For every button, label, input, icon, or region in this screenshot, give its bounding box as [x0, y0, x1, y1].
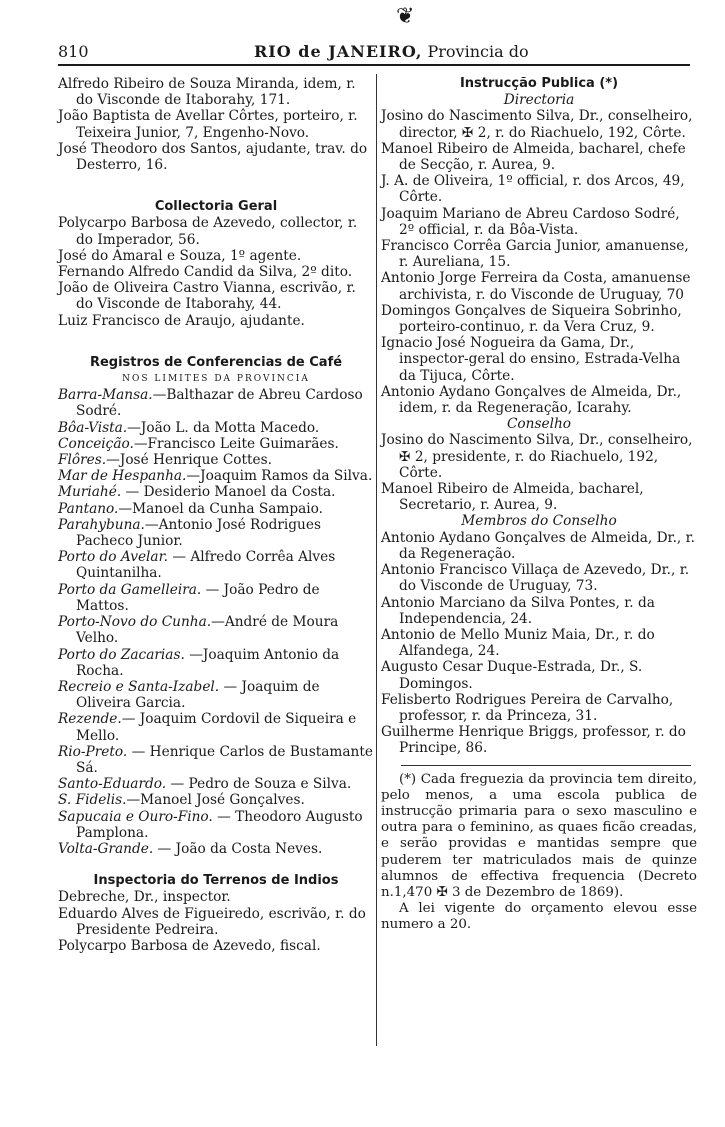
list-item: Antonio Jorge Ferreira da Costa, amanuense archivista, r. do Visconde de Uruguay, 70 [381, 270, 691, 303]
registro-person: —Balthazar de Abreu Cardoso Sodré. [76, 387, 363, 420]
registro-entry [58, 792, 374, 808]
list-item: Antonio Francisco Villaça de Azevedo, Dr., r. do Visconde de Uruguay, 73. [381, 562, 690, 595]
registro-entry [58, 501, 374, 517]
registro-place: Porto da Gamelleira. [58, 581, 202, 598]
list-item: Felisberto Rodrigues Pereira de Carvalho, professor, r. da Princeza, 31. [381, 691, 674, 724]
list-item: Josino do Nascimento Silva, Dr., conselheiro, ✠ 2, presidente, r. do Riachuelo, 192, Côrte. [381, 432, 693, 481]
running-title-rest: Provincia do [427, 42, 529, 61]
list-item: Manoel Ribeiro de Almeida, bacharel, chefe de Secção, r. Aurea, 9. [381, 140, 686, 174]
list-item: José do Amaral e Souza, 1º agente. [58, 247, 302, 264]
list-item: Antonio Aydano Gonçalves de Almeida, Dr., r. da Regeneração. [381, 529, 696, 562]
section-subtitle-registros: NOS LIMITES DA PROVINCIA [122, 374, 310, 385]
section-title-instruccao: Instrucção Publica (*) [459, 76, 619, 91]
registro-person: — João Pedro de Mattos. [76, 581, 320, 614]
registro-entry [58, 614, 374, 646]
registro-entry [58, 711, 374, 743]
registro-place: Flôres. [58, 452, 107, 469]
list-item: Polycarpo Barbosa de Azevedo, fiscal. [58, 937, 321, 954]
registro-person: —Joaquim Ramos da Silva. [186, 468, 373, 485]
header-rule [58, 64, 690, 66]
list-item: Antonio Marciano da Silva Pontes, r. da Independencia, 24. [381, 594, 655, 627]
registro-person: —João L. da Motta Macedo. [127, 419, 320, 436]
registro-place: Conceição. [58, 435, 134, 452]
column-divider [376, 74, 377, 1046]
registro-person: — Joaquim de Oliveira Garcia. [76, 678, 320, 712]
subsection-directoria: Directoria [503, 92, 575, 109]
list-item: João Baptista de Avellar Côrtes, porteiro, r. Teixeira Junior, 7, Engenho-Novo. [58, 108, 358, 141]
registro-person: — Pedro de Souza e Silva. [166, 776, 352, 793]
section-title-collectoria: Collectoria Geral [154, 199, 278, 215]
registro-entry [58, 452, 374, 468]
registro-person: — João da Costa Neves. [153, 840, 323, 857]
registro-person: — Theodoro Augusto Pamplona. [76, 808, 363, 841]
section-title-registros: Registros de Conferencias de Café [89, 354, 343, 370]
list-item: Joaquim Mariano de Abreu Cardoso Sodré, 2º official, r. da Bôa-Vista. [381, 205, 680, 238]
registro-place: Pantano. [58, 500, 119, 517]
registro-place: Sapucaia e Ouro-Fino. [58, 808, 213, 825]
list-item: Francisco Corrêa Garcia Junior, amanuense, r. Aureliana, 15. [381, 238, 689, 271]
registro-person: — Desiderio Manoel da Costa. [121, 484, 336, 501]
list-item: João de Oliveira Castro Vianna, escrivão, r. do Visconde de Itaborahy, 44. [58, 280, 356, 313]
registro-place: Rio-Preto. [58, 743, 128, 760]
registro-place: Porto do Avelar. [58, 549, 168, 566]
list-item: Ignacio José Nogueira da Gama, Dr., inspector-geral do ensino, Estrada-Velha da Tijuca, Côrte. [381, 335, 681, 384]
page-number: 810 [58, 42, 89, 61]
running-title [254, 42, 529, 61]
registro-person: —Manoel da Cunha Sampaio. [118, 500, 324, 517]
registro-person: — Joaquim Cordovil de Siqueira e Mello. [76, 711, 357, 744]
registro-place: Volta-Grande. [58, 840, 154, 857]
registro-entry [58, 776, 374, 792]
registro-person: —Manoel José Gonçalves. [126, 792, 305, 809]
page-header [58, 42, 698, 64]
registro-place: Barra-Mansa. [58, 387, 153, 404]
registro-place: Porto do Zacarias. [58, 646, 185, 663]
registro-place: S. Fidelis. [58, 792, 127, 809]
footnote-text: A lei vigente do orçamento elevou esse numero a 20. [381, 901, 697, 933]
list-item: Domingos Gonçalves de Siqueira Sobrinho, porteiro-continuo, r. da Vera Cruz, 9. [381, 302, 682, 336]
list-item: Alfredo Ribeiro de Souza Miranda, idem, r. do Visconde de Itaborahy, 171. [58, 76, 356, 109]
registro-place: Muriahé. [58, 484, 122, 501]
list-item: Eduardo Alves de Figueiredo, escrivão, r. do Presidente Pedreira. [58, 905, 366, 938]
registro-entry [58, 468, 374, 484]
list-item: J. A. de Oliveira, 1º official, r. dos Arcos, 49, Côrte. [381, 173, 685, 206]
registro-person: —Joaquim Antonio da Rocha. [76, 646, 340, 679]
section-title-inspectoria: Inspectoria do Terrenos de Indios [93, 873, 339, 889]
subsection-conselho: Conselho [506, 416, 572, 433]
registro-entry [58, 387, 374, 419]
list-item: José Theodoro dos Santos, ajudante, trav. do Desterro, 16. [58, 140, 368, 174]
registro-entry [58, 582, 374, 614]
registros-list [58, 387, 374, 857]
list-item: Josino do Nascimento Silva, Dr., conselheiro, director, ✠ 2, r. do Riachuelo, 192, Côrte. [381, 108, 693, 141]
ornament-icon: ❦ [396, 4, 415, 29]
subsection-membros: Membros do Conselho [461, 513, 617, 530]
registro-entry [58, 679, 374, 711]
registro-entry [58, 647, 374, 679]
registro-place: Recreio e Santa-Izabel. [58, 678, 220, 695]
list-item: Debreche, Dr., inspector. [58, 889, 231, 906]
registro-person: — Alfredo Corrêa Alves Quintanilha. [76, 549, 336, 582]
registro-entry [58, 517, 374, 549]
footnote-rule [401, 765, 691, 766]
registro-place: Porto-Novo do Cunha. [58, 614, 212, 631]
registro-person: — Henrique Carlos de Bustamante Sá. [76, 743, 373, 776]
registro-entry [58, 841, 374, 857]
registro-place: Parahybuna. [58, 516, 145, 533]
list-item: Guilherme Henrique Briggs, professor, r. do Principe, 86. [381, 724, 686, 757]
list-item: Augusto Cesar Duque-Estrada, Dr., S. Domingos. [381, 659, 643, 692]
registro-person: —Antonio José Rodrigues Pacheco Junior. [76, 516, 321, 550]
footnote-text: (*) Cada freguezia da provincia tem direito, pelo menos, a uma escola publica de instrucção primaria para o sexo masculino e outra para o feminino, as quaes ficão creadas, e serão providas e mantidas sempre que puderem ter matriculados mais de quinze alumnos de effectiva frequencia (Decreto n.1,470 ✠ 3 de Dezembro de 1869). [381, 771, 697, 900]
left-column [58, 76, 374, 954]
registro-person: —André de Moura Velho. [76, 614, 339, 647]
list-item: Antonio Aydano Gonçalves de Almeida, Dr., idem, r. da Regeneração, Icarahy. [381, 383, 682, 417]
list-item: Polycarpo Barbosa de Azevedo, collector, r. do Imperador, 56. [58, 215, 358, 248]
list-item: Luiz Francisco de Araujo, ajudante. [58, 312, 305, 329]
registro-place: Mar de Hespanha. [58, 468, 187, 485]
running-title-city: RIO de JANEIRO, [254, 42, 423, 61]
registro-entry [58, 420, 374, 436]
registro-place: Santo-Eduardo. [58, 776, 167, 793]
list-item: Fernando Alfredo Candid da Silva, 2º dito. [58, 264, 353, 281]
registro-person: —José Henrique Cottes. [106, 452, 273, 469]
registro-person: —Francisco Leite Guimarães. [133, 435, 339, 452]
registro-entry [58, 484, 374, 500]
right-column [381, 76, 697, 934]
registro-entry [58, 809, 374, 841]
registro-place: Rezende. [58, 711, 122, 728]
registro-entry [58, 549, 374, 581]
list-item: Manoel Ribeiro de Almeida, bacharel, Secretario, r. Aurea, 9. [381, 481, 644, 514]
registro-place: Bôa-Vista. [58, 419, 128, 436]
list-item: Antonio de Mello Muniz Maia, Dr., r. do Alfandega, 24. [381, 626, 655, 660]
registro-entry [58, 436, 374, 452]
registro-entry [58, 744, 374, 776]
